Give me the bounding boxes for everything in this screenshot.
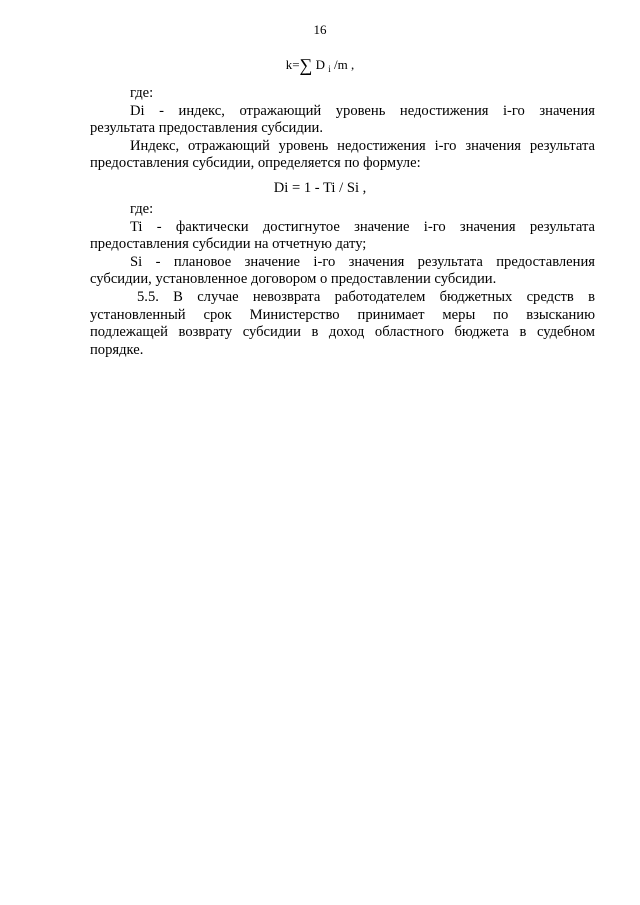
sum-symbol: ∑ xyxy=(299,55,313,75)
formula-k-lhs: k xyxy=(285,57,293,72)
di-definition-line-1: Di - индекс, отражающий уровень недостижения i-го значения xyxy=(130,102,595,119)
ti-definition-line-2: предоставления субсидии на отчетную дату; xyxy=(90,236,367,253)
clause-5-5-line-4: порядке. xyxy=(90,341,144,358)
formula-k-d: D xyxy=(315,57,326,72)
index-paragraph-line-2: предоставления субсидии, определяется по формуле: xyxy=(90,155,421,172)
formula-k-tail: , xyxy=(351,57,355,72)
definitions-block-2 xyxy=(90,201,595,359)
where-label-2: где: xyxy=(130,201,154,217)
formula-di: Di = 1 - Ti / Si , xyxy=(273,180,367,196)
clause-5-5-line-2: установленный срок Министерство принимает меры по взысканию xyxy=(90,306,595,323)
formula-k-eq: = xyxy=(292,57,300,72)
definitions-block-1 xyxy=(90,85,595,173)
clause-5-5-line-3: подлежащей возврату субсидии в доход областного бюджета в судебном xyxy=(90,324,595,341)
formula-k-rest: /m xyxy=(330,57,348,72)
formula-k-sub-i: i xyxy=(328,64,331,74)
si-definition-line-2: субсидии, установленное договором о предоставлении субсидии. xyxy=(90,271,497,288)
ti-definition-line-1: Ti - фактически достигнутое значение i-го значения результата xyxy=(130,218,595,235)
index-paragraph-line-1: Индекс, отражающий уровень недостижения i-го значения результата xyxy=(130,137,595,154)
di-definition-line-2: результата предоставления субсидии. xyxy=(90,120,324,137)
formula-k xyxy=(0,53,640,74)
si-definition-line-1: Si - плановое значение i-го значения результата предоставления xyxy=(130,253,595,270)
page-number: 16 xyxy=(313,22,327,37)
clause-5-5-line-1: 5.5. В случае невозврата работодателем бюджетных средств в xyxy=(137,288,595,305)
where-label-1: где: xyxy=(130,85,154,101)
